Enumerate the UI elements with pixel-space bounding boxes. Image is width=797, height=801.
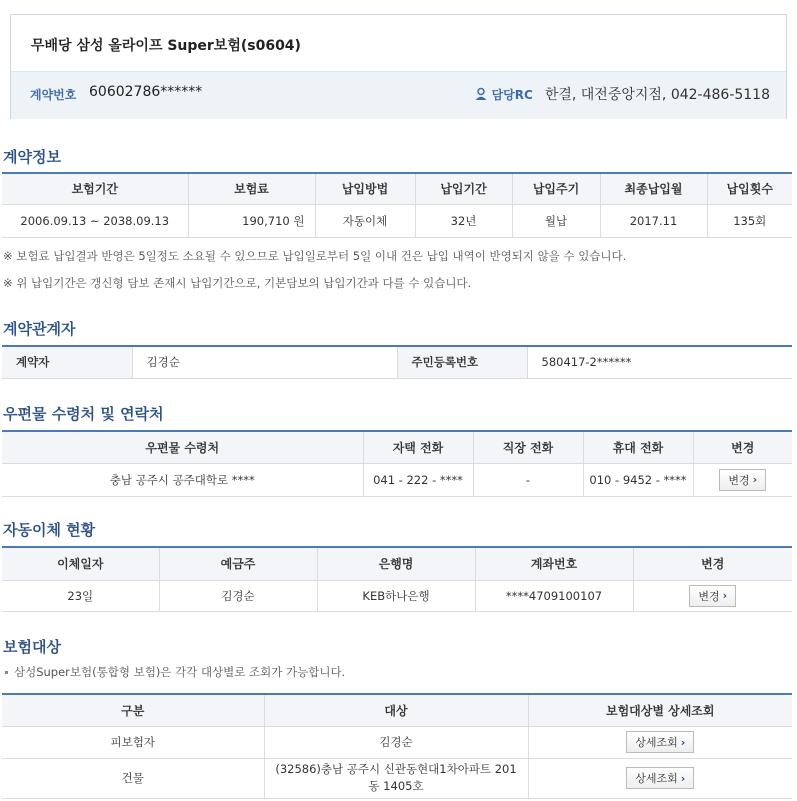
insured-note-text: 삼성Super보험(통합형 보험)은 각각 대상별로 조회가 가능합니다.: [14, 665, 346, 679]
col-period: 보험기간: [2, 173, 188, 204]
cell-home-phone: 041 - 222 - ****: [363, 463, 473, 496]
chevron-right-icon: ›: [752, 473, 758, 486]
id-value: 580417-2******: [527, 346, 792, 378]
col-mail-address: 우편물 수령처: [2, 431, 363, 463]
cell-premium: 190,710 원: [188, 204, 315, 237]
contract-number-label: 계약번호: [30, 88, 77, 102]
insured-table: [2, 693, 792, 799]
table-row: [2, 726, 792, 758]
cell-target: (32586)충남 공주시 신관동현대1차아파트 201동 1405호: [264, 758, 528, 798]
cell-pay-method: 자동이체: [315, 204, 415, 237]
col-account-number: 계좌번호: [475, 547, 633, 580]
detail-button-label: 상세조회: [635, 736, 678, 749]
cell-detail: [528, 726, 792, 758]
mail-change-label: 변경: [728, 473, 750, 487]
insured-note: [5, 664, 345, 680]
cell-period: 2006.09.13 ~ 2038.09.13: [2, 204, 188, 237]
cell-account-holder: 김경순: [159, 580, 317, 611]
cell-pay-count: 135회: [707, 204, 792, 237]
autopay-change-label: 변경: [698, 589, 720, 603]
section-mail: 우편물 수령처 및 연락처: [3, 405, 164, 423]
note-payment-period: ※ 위 납입기간은 갱신형 담보 존재시 납입기간으로, 기본담보의 납입기간과 다를 수 있습니다.: [3, 276, 472, 290]
col-target: 대상: [264, 694, 528, 726]
col-account-holder: 예금주: [159, 547, 317, 580]
chevron-right-icon: ›: [680, 771, 686, 785]
cell-mail-change: [693, 463, 792, 496]
col-premium: 보험료: [188, 173, 315, 204]
detail-button[interactable]: [626, 731, 694, 753]
party-table: [2, 345, 792, 379]
rc-info: [474, 84, 770, 104]
autopay-change-button[interactable]: [689, 585, 736, 607]
bullet-icon: [5, 671, 8, 674]
id-label: 주민등록번호: [397, 346, 527, 378]
cell-autopay-change: [633, 580, 792, 611]
chevron-right-icon: ›: [680, 735, 686, 749]
holder-value: 김경순: [132, 346, 397, 378]
person-icon: [474, 87, 488, 101]
mail-change-button[interactable]: [719, 469, 766, 491]
cell-bank-name: KEB하나은행: [317, 580, 475, 611]
cell-pay-cycle: 월납: [512, 204, 600, 237]
section-autopay: 자동이체 현황: [3, 521, 96, 539]
col-work-phone: 직장 전화: [473, 431, 583, 463]
section-insured: 보험대상: [3, 638, 61, 656]
contract-info-table: [2, 172, 792, 238]
cell-category: 피보험자: [2, 726, 264, 758]
section-contract-info: 계약정보: [3, 148, 61, 166]
holder-label: 계약자: [2, 346, 132, 378]
cell-work-phone: -: [473, 463, 583, 496]
col-mail-change: 변경: [693, 431, 792, 463]
cell-target: 김경순: [264, 726, 528, 758]
cell-transfer-day: 23일: [2, 580, 159, 611]
detail-button[interactable]: [626, 767, 694, 789]
cell-pay-period: 32년: [415, 204, 512, 237]
mail-table: [2, 430, 792, 497]
cell-last-paid: 2017.11: [600, 204, 707, 237]
cell-mobile-phone: 010 - 9452 - ****: [583, 463, 693, 496]
col-pay-cycle: 납입주기: [512, 173, 600, 204]
cell-account-number: ****4709100107: [475, 580, 633, 611]
contract-bar: [11, 71, 786, 119]
col-pay-method: 납입방법: [315, 173, 415, 204]
table-row: [2, 758, 792, 798]
cell-mail-address: 충남 공주시 공주대학로 ****: [2, 463, 363, 496]
contract-header: [10, 14, 787, 119]
note-payment-delay: ※ 보험료 납입결과 반영은 5일정도 소요될 수 있으므로 납입일로부터 5일 이내 건은 납입 내역이 반영되지 않을 수 있습니다.: [3, 249, 627, 263]
rc-label: 담당RC: [491, 87, 533, 102]
cell-category: 건물: [2, 758, 264, 798]
detail-button-label: 상세조회: [635, 772, 678, 785]
rc-details: 한결, 대전중앙지점, 042-486-5118: [544, 87, 770, 103]
section-party: 계약관계자: [3, 320, 76, 338]
cell-detail: [528, 758, 792, 798]
col-detail: 보험대상별 상세조회: [528, 694, 792, 726]
chevron-right-icon: ›: [722, 589, 728, 602]
product-title: 무배당 삼성 올라이프 Super보험(s0604): [31, 38, 301, 54]
col-pay-period: 납입기간: [415, 173, 512, 204]
col-category: 구분: [2, 694, 264, 726]
autopay-table: [2, 546, 792, 612]
col-last-paid: 최종납입월: [600, 173, 707, 204]
col-transfer-day: 이체일자: [2, 547, 159, 580]
col-home-phone: 자택 전화: [363, 431, 473, 463]
contract-number: 60602786******: [89, 84, 203, 100]
col-bank-name: 은행명: [317, 547, 475, 580]
col-mobile-phone: 휴대 전화: [583, 431, 693, 463]
col-pay-count: 납입횟수: [707, 173, 792, 204]
col-autopay-change: 변경: [633, 547, 792, 580]
